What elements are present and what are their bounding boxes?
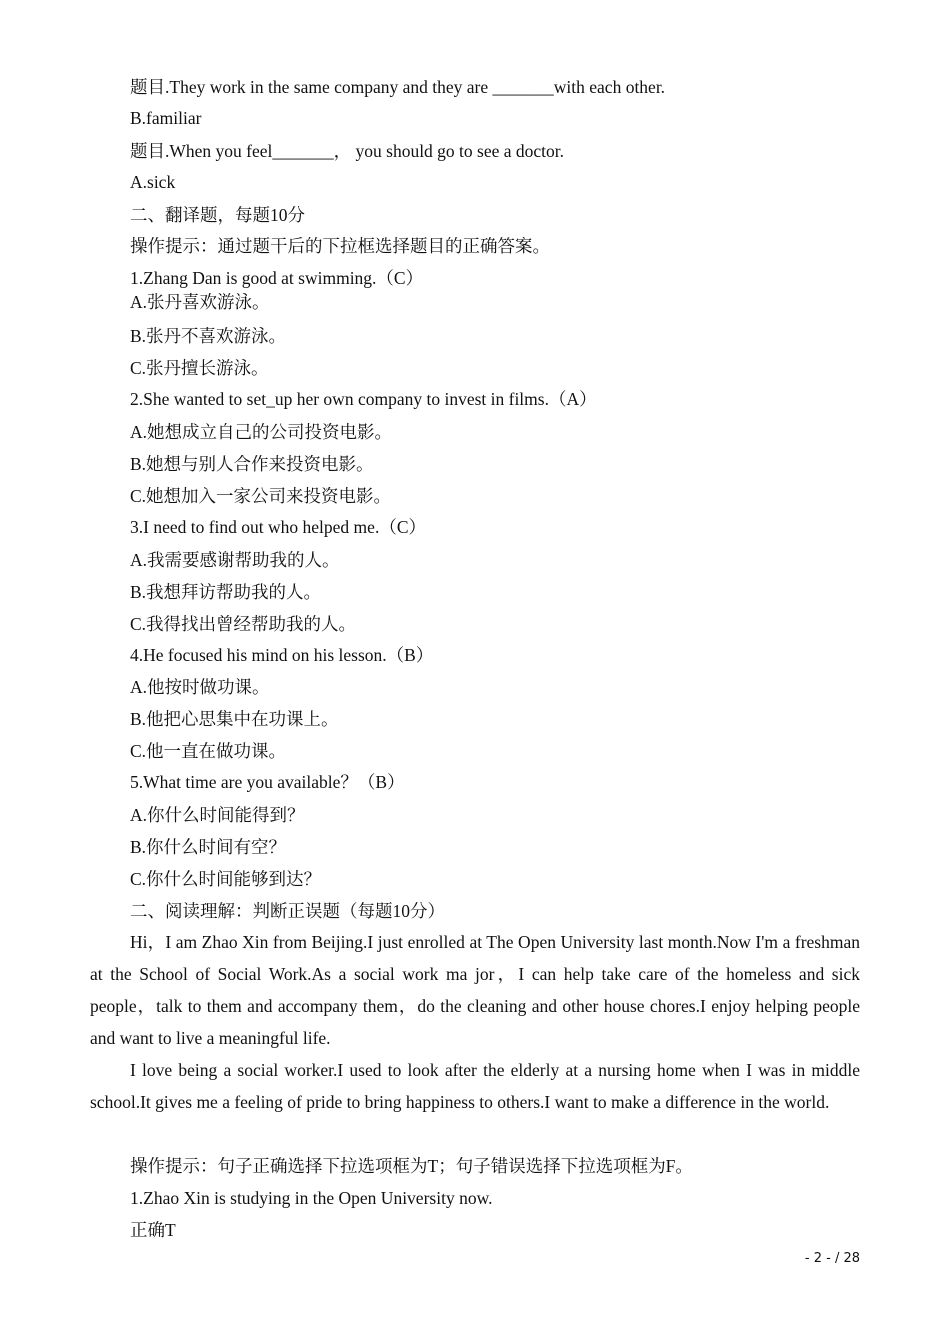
option-line: B.我想拜访帮助我的人。 bbox=[130, 582, 322, 602]
option-line: A.我需要感谢帮助我的人。 bbox=[130, 550, 340, 570]
answer-line: 正确T bbox=[130, 1220, 176, 1240]
answer-line: A.sick bbox=[130, 172, 176, 192]
question-line: 3.I need to find out who helped me.（C） bbox=[130, 517, 426, 537]
option-line: B.张丹不喜欢游泳。 bbox=[130, 326, 287, 346]
option-line: B.他把心思集中在功课上。 bbox=[130, 709, 339, 729]
section-heading: 二、阅读理解：判断正误题（每题10分） bbox=[130, 901, 445, 921]
reading-paragraph: I love being a social worker.I used to look after the elderly at a nursing home when I was in middle school.It gives me a feeling of pride to bring happiness to others.I want to make a difference in the world. bbox=[90, 1060, 860, 1112]
question-line: 题目.When you feel_______， you should go to see a doctor. bbox=[130, 141, 565, 161]
instruction-line: 操作提示：通过题干后的下拉框选择题目的正确答案。 bbox=[130, 236, 550, 256]
answer-line: B.familiar bbox=[130, 108, 202, 128]
question-line: 题目.They work in the same company and they are _______with each other. bbox=[130, 77, 666, 97]
question-line: 1.Zhao Xin is studying in the Open University now. bbox=[130, 1188, 493, 1208]
option-line: A.你什么时间能得到？ bbox=[130, 805, 305, 825]
option-line: C.我得找出曾经帮助我的人。 bbox=[130, 614, 357, 634]
option-line: C.你什么时间能够到达？ bbox=[130, 869, 322, 889]
option-line: C.她想加入一家公司来投资电影。 bbox=[130, 486, 392, 506]
option-line: C.他一直在做功课。 bbox=[130, 741, 287, 761]
section-heading: 二、翻译题，每题10分 bbox=[130, 205, 305, 225]
option-line: A.张丹喜欢游泳。 bbox=[130, 292, 270, 312]
option-line: C.张丹擅长游泳。 bbox=[130, 358, 269, 378]
option-line: A.她想成立自己的公司投资电影。 bbox=[130, 422, 393, 442]
page-number: - 2 - / 28 bbox=[804, 1251, 860, 1266]
question-line: 1.Zhang Dan is good at swimming.（C） bbox=[130, 268, 424, 288]
instruction-line: 操作提示：句子正确选择下拉选项框为T；句子错误选择下拉选项框为F。 bbox=[130, 1156, 693, 1176]
reading-paragraph: Hi，I am Zhao Xin from Beijing.I just enrolled at The Open University last month.Now I'm a freshman at the School of Social Work.As a social work ma jor，I can help take care of the homeless and sick people，talk to them and accompany them，do the cleaning and other house chores.I enjoy helping people and want to live a meaningful life. bbox=[90, 932, 860, 1048]
option-line: B.她想与别人合作来投资电影。 bbox=[130, 454, 374, 474]
option-line: A.他按时做功课。 bbox=[130, 677, 270, 697]
option-line: B.你什么时间有空？ bbox=[130, 837, 287, 857]
question-line: 2.She wanted to set_up her own company to invest in films.（A） bbox=[130, 389, 597, 409]
question-line: 4.He focused his mind on his lesson.（B） bbox=[130, 645, 434, 665]
question-line: 5.What time are you available？（B） bbox=[130, 772, 405, 792]
